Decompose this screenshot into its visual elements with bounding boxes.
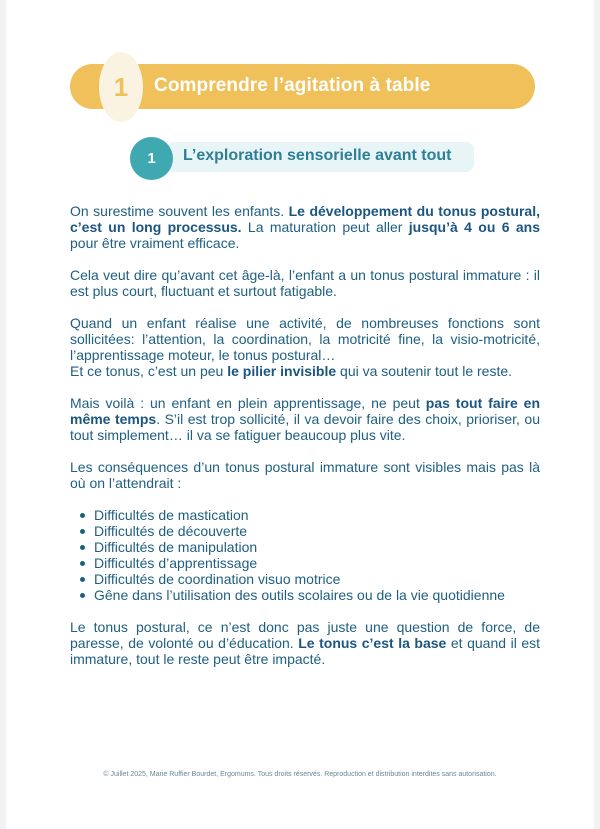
list-item: Difficultés de découverte [70, 523, 540, 539]
body-text [70, 203, 540, 683]
chapter-number: 1 [99, 52, 143, 122]
paragraph-3 [70, 315, 540, 379]
consequences-list [70, 507, 540, 603]
list-item: Difficultés de coordination visuo motrice [70, 571, 540, 587]
text-run: et quand il est immature, tout le reste peut être impacté. [70, 635, 541, 667]
bold-text: Le développement du tonus postural, c’est un long processus. [70, 203, 540, 235]
list-item: Difficultés d’apprentissage [70, 555, 540, 571]
text-run: qui va soutenir tout le reste. [336, 363, 513, 379]
paragraph-1 [70, 203, 540, 251]
chapter-title: Comprendre l’agitation à table [154, 75, 431, 96]
list-item: Gêne dans l’utilisation des outils scolaires ou de la vie quotidienne [70, 587, 540, 603]
text-run: On surestime souvent les enfants. [70, 203, 289, 219]
text-run: . S’il est trop sollicité, il va devoir faire des choix, prioriser, ou tout simplement… il va se fatiguer beaucoup plus vite. [70, 411, 540, 443]
text-run: pour être vraiment efficace. [70, 235, 240, 251]
paragraph-2: Cela veut dire qu’avant cet âge-là, l’enfant a un tonus postural immature : il est plus court, fluctuant et surtout fatigable. [70, 267, 540, 299]
paragraph-5: Les conséquences d’un tonus postural immature sont visibles mais pas là où on l’attendrait : [70, 459, 540, 491]
list-item: Difficultés de manipulation [70, 539, 540, 555]
document-page [6, 0, 594, 829]
bold-text: Le tonus c’est la base [298, 635, 447, 651]
text-run: Et ce tonus, c’est un peu [70, 363, 228, 379]
text-run: La maturation peut aller [241, 219, 409, 235]
section-title: L’exploration sensorielle avant tout [183, 147, 452, 164]
text-run: Quand un enfant réalise une activité, de nombreuses fonctions sont sollicitées: l’attention, la coordination, la motricité fine, la visio-motricité, l’apprentissage moteur, le tonus postural… [70, 315, 540, 363]
bold-text: jusqu’à 4 ou 6 ans [408, 219, 540, 235]
paragraph-4 [70, 395, 540, 443]
text-run: Mais voilà : un enfant en plein apprentissage, ne peut [70, 395, 426, 411]
bold-text: pas tout faire en même temps [70, 395, 540, 427]
paragraph-6 [70, 619, 540, 667]
list-item: Difficultés de mastication [70, 507, 540, 523]
text-run: Le tonus postural, ce n’est donc pas juste une question de force, de paresse, de volonté ou d’éducation. [70, 619, 540, 651]
bold-text: le pilier invisible [227, 363, 337, 379]
section-number: 1 [130, 137, 173, 180]
copyright-footer: © Juillet 2025, Marie Ruffier Bourdet, Ergomums. Tous droits réservés. Reproduction et distribution interdites sans autorisation. [103, 771, 497, 778]
